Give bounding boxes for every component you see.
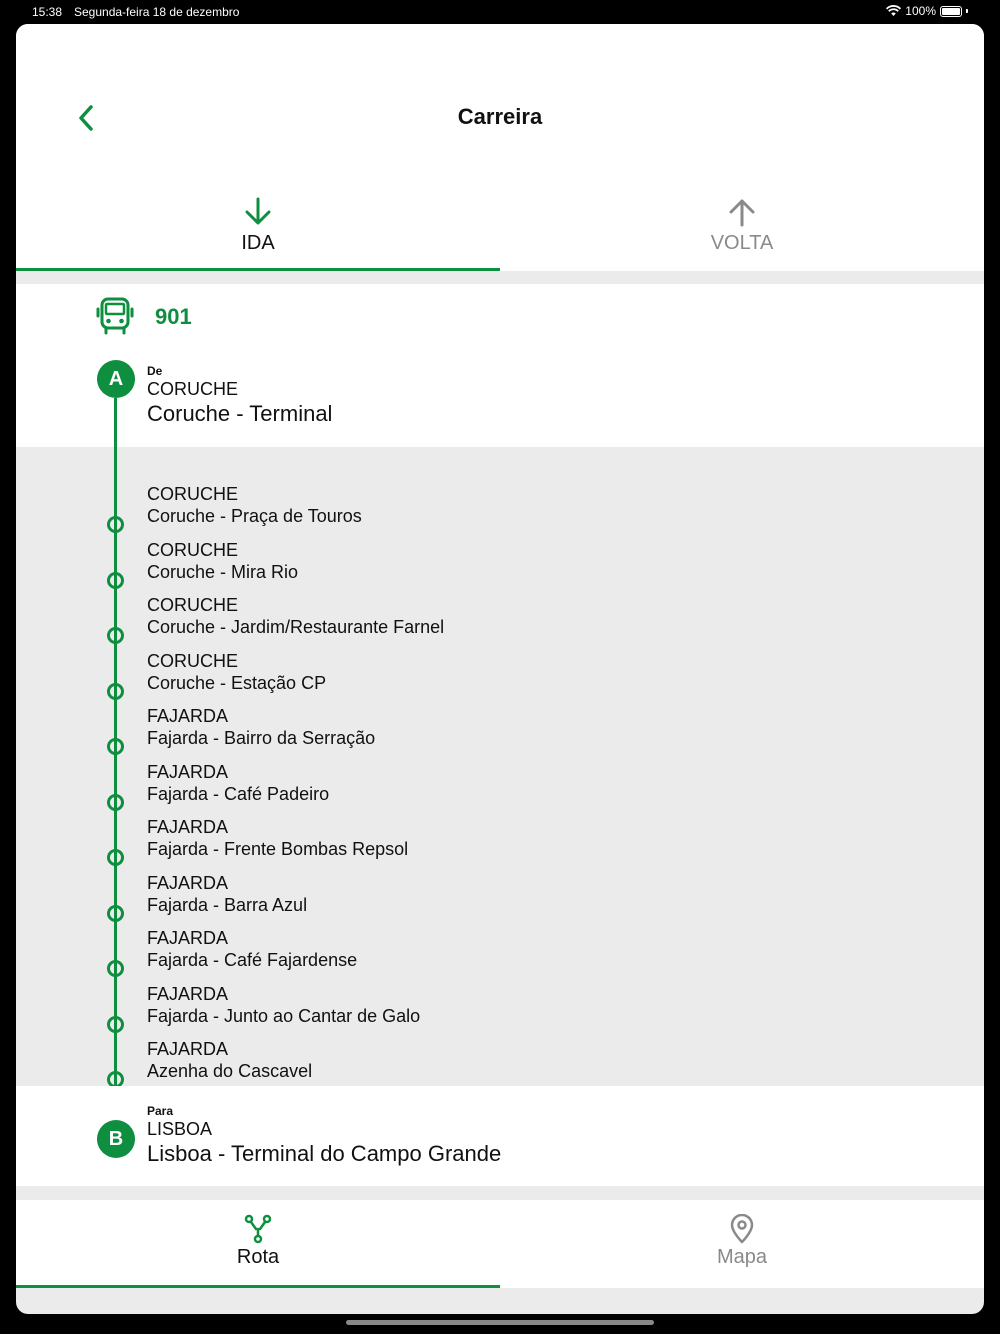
origin-stop-name: Coruche - Terminal bbox=[147, 401, 333, 426]
tab-volta-label: VOLTA bbox=[710, 232, 774, 254]
battery-icon bbox=[940, 6, 962, 17]
stop-item[interactable] bbox=[16, 1034, 984, 1087]
bottom-tabs bbox=[16, 1200, 984, 1288]
destination-prefix: Para bbox=[147, 1104, 174, 1118]
stop-item[interactable] bbox=[16, 868, 984, 923]
route-number: 901 bbox=[155, 304, 192, 329]
route-sheet bbox=[16, 24, 984, 1314]
stop-name: Coruche - Mira Rio bbox=[147, 561, 299, 582]
origin-badge: A bbox=[97, 360, 135, 398]
map-pin-icon bbox=[727, 1214, 757, 1244]
tab-volta[interactable] bbox=[500, 172, 984, 271]
status-right bbox=[886, 4, 968, 18]
stop-locality: CORUCHE bbox=[147, 650, 239, 671]
stop-name: Fajarda - Barra Azul bbox=[147, 894, 308, 915]
arrow-down-icon bbox=[242, 196, 274, 228]
battery-percent: 100% bbox=[905, 4, 936, 18]
stop-locality: CORUCHE bbox=[147, 595, 239, 615]
page-title: Carreira bbox=[457, 104, 543, 129]
stop-item[interactable] bbox=[16, 535, 984, 590]
tab-ida[interactable] bbox=[16, 172, 500, 271]
stop-item[interactable] bbox=[16, 479, 984, 534]
bus-icon bbox=[95, 296, 135, 336]
stop-locality: CORUCHE bbox=[147, 539, 239, 560]
tab-mapa[interactable] bbox=[500, 1200, 984, 1288]
stop-locality: FAJARDA bbox=[147, 817, 229, 837]
stop-name: Coruche - Praça de Touros bbox=[147, 506, 362, 526]
stop-name: Fajarda - Bairro da Serração bbox=[147, 728, 376, 748]
stop-locality: FAJARDA bbox=[147, 872, 229, 893]
stop-locality: FAJARDA bbox=[147, 928, 229, 948]
status-time: 15:38 bbox=[32, 5, 63, 19]
status-bar bbox=[0, 0, 1000, 24]
header bbox=[16, 24, 984, 172]
direction-tabs bbox=[16, 172, 984, 271]
stop-locality: FAJARDA bbox=[147, 1039, 229, 1059]
stop-item[interactable] bbox=[16, 701, 984, 756]
stop-item[interactable] bbox=[16, 812, 984, 867]
destination-stop-name: Lisboa - Terminal do Campo Grande bbox=[147, 1141, 502, 1166]
stop-item[interactable] bbox=[16, 979, 984, 1034]
stop-locality: FAJARDA bbox=[147, 983, 229, 1004]
stop-name: Fajarda - Frente Bombas Repsol bbox=[147, 839, 409, 859]
stops-list[interactable] bbox=[16, 447, 984, 1087]
tab-rota[interactable] bbox=[16, 1200, 500, 1288]
stop-locality: FAJARDA bbox=[147, 706, 229, 726]
route-icon bbox=[243, 1214, 273, 1244]
destination-badge: B bbox=[97, 1120, 135, 1158]
tab-mapa-label: Mapa bbox=[716, 1246, 768, 1268]
stop-item[interactable] bbox=[16, 923, 984, 978]
tab-ida-label: IDA bbox=[241, 232, 275, 254]
stop-locality: FAJARDA bbox=[147, 761, 229, 782]
stop-locality: CORUCHE bbox=[147, 484, 239, 504]
stop-item[interactable] bbox=[16, 646, 984, 701]
status-date: Segunda-feira 18 de dezembro bbox=[74, 5, 240, 19]
stop-item[interactable] bbox=[16, 590, 984, 645]
home-indicator[interactable] bbox=[346, 1320, 654, 1325]
stop-name: Coruche - Jardim/Restaurante Farnel bbox=[147, 617, 445, 637]
stop-name: Fajarda - Café Padeiro bbox=[147, 783, 330, 804]
wifi-icon bbox=[886, 5, 901, 17]
arrow-up-icon bbox=[726, 196, 758, 228]
origin-locality: CORUCHE bbox=[147, 379, 239, 399]
destination-locality: LISBOA bbox=[147, 1119, 213, 1139]
stop-name: Coruche - Estação CP bbox=[147, 672, 327, 693]
route-line bbox=[114, 398, 117, 1086]
stop-name: Fajarda - Café Fajardense bbox=[147, 950, 358, 970]
stop-name: Azenha do Cascavel bbox=[147, 1061, 313, 1081]
battery-tip bbox=[966, 9, 968, 13]
stop-item[interactable] bbox=[16, 757, 984, 812]
origin-prefix: De bbox=[147, 364, 163, 378]
stop-name: Fajarda - Junto ao Cantar de Galo bbox=[147, 1005, 421, 1026]
tab-rota-label: Rota bbox=[236, 1246, 280, 1268]
